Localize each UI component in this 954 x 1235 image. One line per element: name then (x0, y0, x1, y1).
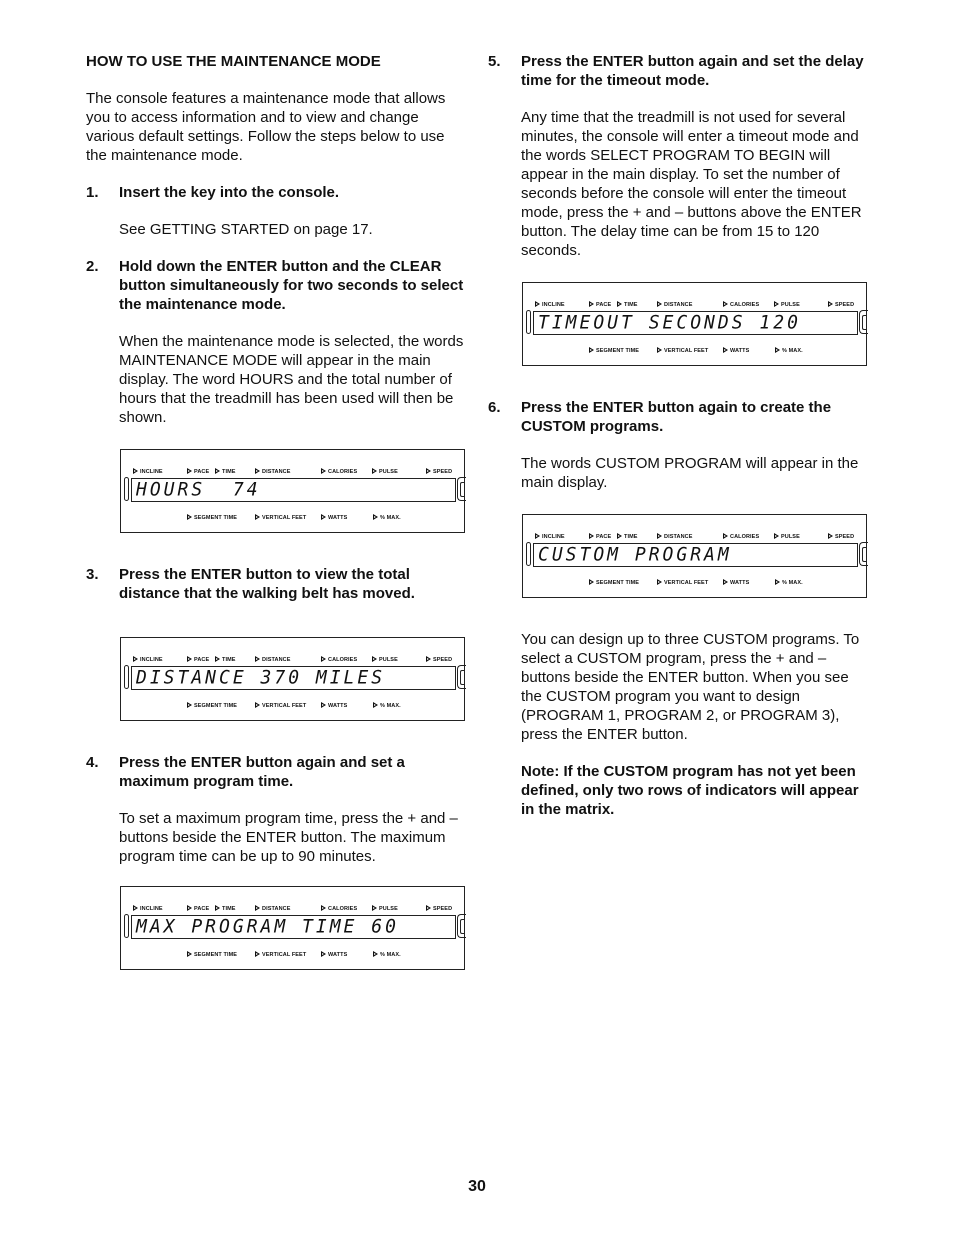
indicator-distance: DISTANCE (657, 528, 693, 547)
main-display-text: TIMEOUT SECONDS 120 (538, 311, 801, 334)
intro-paragraph: The console features a maintenance mode that allows you to access information and to view and change various default settings. Follow the steps below to use the maintenance mode. (86, 90, 446, 164)
indicator-row-bottom (523, 574, 866, 584)
main-display-text: CUSTOM PROGRAM (538, 543, 732, 566)
indicator-pace: PACE (187, 651, 209, 670)
indicator-row-top (121, 463, 464, 473)
indicator-pulse: PULSE (774, 296, 800, 315)
indicator-arrow-icon (426, 468, 431, 474)
indicator-arrow-icon (321, 468, 326, 474)
step-6-body: The words CUSTOM PROGRAM will appear in the main display. (521, 455, 859, 491)
step-number: 5. (488, 53, 501, 70)
main-display-text: DISTANCE 370 MILES (136, 666, 386, 689)
indicator-arrow-icon (723, 579, 728, 585)
indicator-arrow-icon (775, 347, 780, 353)
indicator-time: TIME (215, 651, 236, 670)
indicator-arrow-icon (187, 514, 192, 520)
main-display (131, 915, 456, 939)
indicator-segment-time: SEGMENT TIME (187, 697, 237, 716)
indicator-pulse: PULSE (372, 900, 398, 919)
console-display-max-time (120, 886, 465, 970)
indicator-distance: DISTANCE (657, 296, 693, 315)
indicator-calories: CALORIES (321, 900, 357, 919)
display-right-bracket (859, 310, 868, 334)
display-left-bracket (124, 665, 129, 689)
indicator-segment-time: SEGMENT TIME (187, 509, 237, 528)
indicator-distance: DISTANCE (255, 900, 291, 919)
indicator-speed: SPEED (828, 296, 854, 315)
indicator-arrow-icon (133, 656, 138, 662)
indicator-speed: SPEED (426, 900, 452, 919)
indicator-pulse: PULSE (372, 463, 398, 482)
indicator--max-: % MAX. (373, 509, 401, 528)
indicator-time: TIME (215, 900, 236, 919)
indicator-speed: SPEED (426, 651, 452, 670)
page-number: 30 (468, 1178, 486, 1195)
indicator-time: TIME (215, 463, 236, 482)
step-title: Press the ENTER button again and set a maximum program time. (119, 754, 405, 790)
indicator--max-: % MAX. (373, 946, 401, 965)
step-number: 4. (86, 754, 99, 771)
display-left-bracket (124, 914, 129, 938)
main-display (131, 666, 456, 690)
indicator-arrow-icon (372, 468, 377, 474)
indicator-incline: INCLINE (535, 528, 565, 547)
indicator-arrow-icon (133, 905, 138, 911)
indicator-calories: CALORIES (321, 651, 357, 670)
section-heading: HOW TO USE THE MAINTENANCE MODE (86, 53, 381, 70)
indicator-distance: DISTANCE (255, 651, 291, 670)
step-title: Press the ENTER button to view the total distance that the walking belt has moved. (119, 566, 415, 602)
indicator-arrow-icon (255, 656, 260, 662)
indicator-arrow-icon (535, 533, 540, 539)
display-right-bracket (457, 914, 466, 938)
custom-paragraph: You can design up to three CUSTOM programs. To select a CUSTOM program, press the + and – buttons beside the ENTER button. When you see the CUSTOM program you want to design (PROGRAM 1, PROGRAM 2, or PROGRAM 3), press the ENTER button. (521, 631, 860, 743)
indicator-arrow-icon (187, 702, 192, 708)
main-display-text: MAX PROGRAM TIME 60 (136, 915, 399, 938)
display-left-bracket (526, 542, 531, 566)
indicator-incline: INCLINE (133, 463, 163, 482)
indicator-watts: WATTS (321, 697, 347, 716)
indicator-arrow-icon (255, 468, 260, 474)
indicator-arrow-icon (774, 301, 779, 307)
indicator-arrow-icon (828, 301, 833, 307)
left-column (86, 52, 468, 1002)
indicator-arrow-icon (617, 533, 622, 539)
indicator-segment-time: SEGMENT TIME (589, 342, 639, 361)
indicator-speed: SPEED (426, 463, 452, 482)
indicator-pace: PACE (187, 463, 209, 482)
indicator-arrow-icon (426, 905, 431, 911)
step-number: 2. (86, 258, 99, 275)
right-column (488, 52, 868, 837)
indicator-vertical-feet: VERTICAL FEET (255, 509, 306, 528)
main-display (533, 543, 858, 567)
indicator-arrow-icon (373, 514, 378, 520)
step-number: 3. (86, 566, 99, 583)
indicator-arrow-icon (321, 514, 326, 520)
indicator-arrow-icon (372, 656, 377, 662)
main-display-text: HOURS 74 (136, 478, 261, 501)
indicator-arrow-icon (255, 951, 260, 957)
indicator-distance: DISTANCE (255, 463, 291, 482)
step-title: Insert the key into the console. (119, 184, 340, 201)
main-display (533, 311, 858, 335)
console-display-timeout (522, 282, 867, 366)
display-left-bracket (124, 477, 129, 501)
indicator-arrow-icon (187, 468, 192, 474)
indicator-arrow-icon (535, 301, 540, 307)
indicator-vertical-feet: VERTICAL FEET (255, 946, 306, 965)
indicator-arrow-icon (373, 702, 378, 708)
indicator--max-: % MAX. (775, 342, 803, 361)
display-right-bracket (457, 665, 466, 689)
note: Note: If the CUSTOM program has not yet been defined, only two rows of indicators will appear in the matrix. (521, 763, 859, 818)
indicator-segment-time: SEGMENT TIME (589, 574, 639, 593)
indicator-arrow-icon (775, 579, 780, 585)
indicator-pace: PACE (187, 900, 209, 919)
indicator-row-bottom (121, 509, 464, 519)
indicator-arrow-icon (589, 347, 594, 353)
indicator-arrow-icon (255, 905, 260, 911)
indicator-pace: PACE (589, 296, 611, 315)
indicator-watts: WATTS (723, 574, 749, 593)
step-2-body: When the maintenance mode is selected, the words MAINTENANCE MODE will appear in the main display. The word HOURS and the total number of hours that the treadmill has been used will then be shown. (119, 333, 464, 426)
indicator-row-bottom (523, 342, 866, 352)
step-4-body: To set a maximum program time, press the + and – buttons beside the ENTER button. The maximum program time can be up to 90 minutes. (119, 810, 458, 865)
indicator-watts: WATTS (723, 342, 749, 361)
indicator-watts: WATTS (321, 509, 347, 528)
indicator-row-top (121, 651, 464, 661)
indicator-time: TIME (617, 528, 638, 547)
indicator-arrow-icon (255, 702, 260, 708)
step-5 (488, 52, 868, 90)
indicator-calories: CALORIES (723, 528, 759, 547)
step-1-body: See GETTING STARTED on page 17. (119, 221, 373, 238)
indicator-arrow-icon (426, 656, 431, 662)
indicator-speed: SPEED (828, 528, 854, 547)
indicator-arrow-icon (372, 905, 377, 911)
indicator-arrow-icon (373, 951, 378, 957)
indicator-arrow-icon (828, 533, 833, 539)
indicator-arrow-icon (657, 579, 662, 585)
indicator-arrow-icon (321, 905, 326, 911)
indicator-vertical-feet: VERTICAL FEET (255, 697, 306, 716)
indicator-watts: WATTS (321, 946, 347, 965)
indicator--max-: % MAX. (373, 697, 401, 716)
indicator-arrow-icon (255, 514, 260, 520)
indicator-vertical-feet: VERTICAL FEET (657, 342, 708, 361)
console-display-custom (522, 514, 867, 598)
step-5-body: Any time that the treadmill is not used for several minutes, the console will enter a timeout mode and the words SELECT PROGRAM TO BEGIN will appear in the main display. To set the number of seconds before the console will enter the timeout mode, press the + and – buttons above the ENTER button. The delay time can be from 15 to 120 seconds. (521, 109, 862, 259)
console-display-hours (120, 449, 465, 533)
step-title: Press the ENTER button again and set the delay time for the timeout mode. (521, 53, 864, 89)
indicator-incline: INCLINE (133, 651, 163, 670)
step-2 (86, 257, 468, 314)
indicator-arrow-icon (321, 702, 326, 708)
indicator-arrow-icon (187, 951, 192, 957)
indicator-row-bottom (121, 946, 464, 956)
indicator-arrow-icon (617, 301, 622, 307)
indicator-arrow-icon (774, 533, 779, 539)
main-display (131, 478, 456, 502)
indicator-arrow-icon (215, 905, 220, 911)
indicator-row-top (121, 900, 464, 910)
step-4 (86, 753, 468, 791)
indicator-arrow-icon (723, 533, 728, 539)
step-3 (86, 565, 468, 603)
step-title: Press the ENTER button again to create the CUSTOM programs. (521, 399, 832, 435)
indicator-arrow-icon (657, 347, 662, 353)
indicator-arrow-icon (723, 347, 728, 353)
indicator-arrow-icon (215, 656, 220, 662)
indicator-arrow-icon (187, 656, 192, 662)
indicator-calories: CALORIES (321, 463, 357, 482)
indicator-row-top (523, 528, 866, 538)
indicator-arrow-icon (321, 951, 326, 957)
indicator--max-: % MAX. (775, 574, 803, 593)
indicator-arrow-icon (589, 533, 594, 539)
indicator-pulse: PULSE (372, 651, 398, 670)
indicator-pace: PACE (589, 528, 611, 547)
step-number: 6. (488, 399, 501, 416)
indicator-arrow-icon (133, 468, 138, 474)
indicator-arrow-icon (657, 301, 662, 307)
indicator-arrow-icon (187, 905, 192, 911)
indicator-arrow-icon (723, 301, 728, 307)
display-left-bracket (526, 310, 531, 334)
indicator-pulse: PULSE (774, 528, 800, 547)
display-right-bracket (457, 477, 466, 501)
indicator-arrow-icon (589, 579, 594, 585)
indicator-arrow-icon (589, 301, 594, 307)
step-title: Hold down the ENTER button and the CLEAR button simultaneously for two seconds to select the maintenance mode. (119, 258, 464, 313)
step-1 (86, 183, 468, 202)
display-right-bracket (859, 542, 868, 566)
indicator-row-top (523, 296, 866, 306)
indicator-vertical-feet: VERTICAL FEET (657, 574, 708, 593)
step-6 (488, 398, 868, 436)
indicator-arrow-icon (215, 468, 220, 474)
indicator-row-bottom (121, 697, 464, 707)
step-number: 1. (86, 184, 99, 201)
indicator-time: TIME (617, 296, 638, 315)
indicator-arrow-icon (321, 656, 326, 662)
indicator-incline: INCLINE (133, 900, 163, 919)
indicator-arrow-icon (657, 533, 662, 539)
console-display-distance (120, 637, 465, 721)
indicator-calories: CALORIES (723, 296, 759, 315)
indicator-incline: INCLINE (535, 296, 565, 315)
indicator-segment-time: SEGMENT TIME (187, 946, 237, 965)
